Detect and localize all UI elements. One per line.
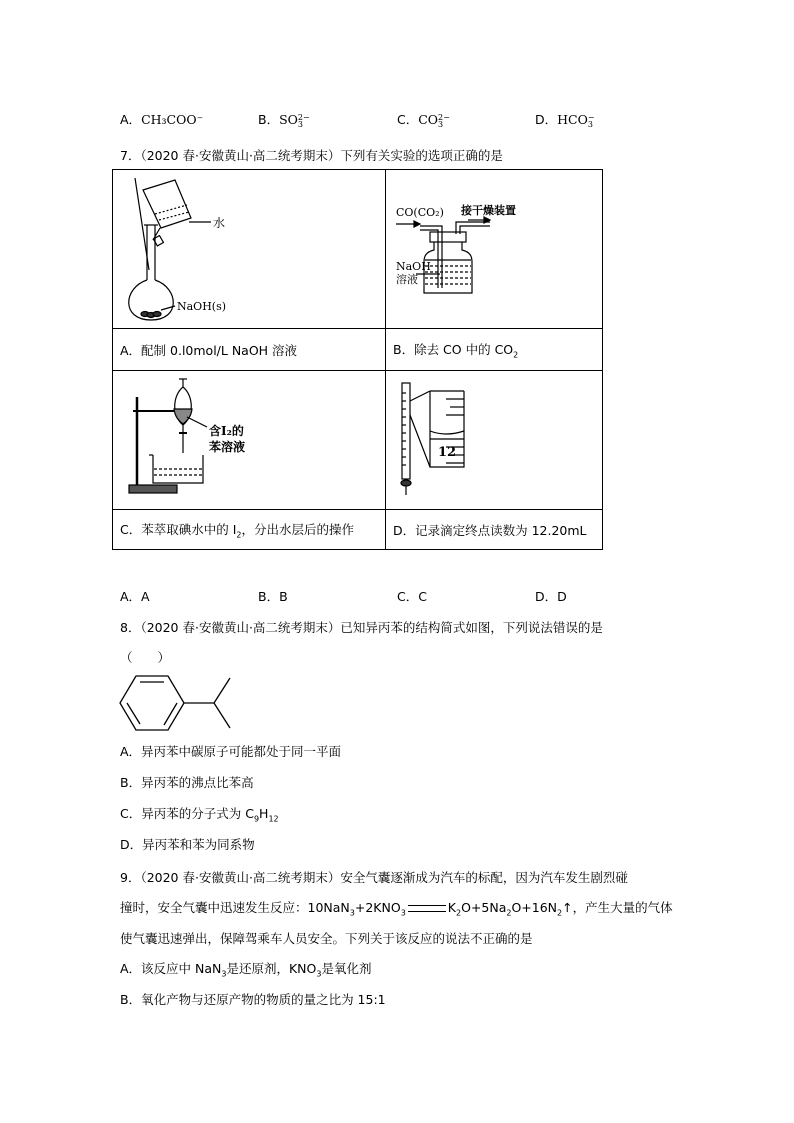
label-water: 水 — [213, 216, 226, 230]
cell-c-figure — [113, 371, 386, 510]
q8-stem: 8．（2020 春·安徽黄山·高二统考期末）已知异丙苯的结构简式如图，下列说法错误的是 — [120, 620, 603, 635]
q9-stem-line2: 撞时，安全气囊中迅速发生反应：$10NaN_3+2KNO_3$ $K_2O+5Na_2O+16N_2↑$，产生大量的气体 — [120, 900, 673, 918]
q7-stem: 7．（2020 春·安徽黄山·高二统考期末）下列有关实验的选项正确的是 — [120, 148, 503, 163]
q8-option-b: B．异丙苯的沸点比苯高 — [120, 775, 254, 790]
label-naoh-sol-1: NaOH — [396, 260, 431, 273]
isopropylbenzene-structure — [118, 672, 248, 734]
q8-option-c: C．异丙苯的分子式为 $C_9H_{12}$ — [120, 806, 279, 824]
cell-c-caption: C．苯萃取碘水中的 $I_2$，分出水层后的操作 — [113, 510, 386, 550]
label-i2-benzene-1: 含I₂的 — [209, 424, 244, 438]
q8-option-a: A．异丙苯中碳原子可能都处于同一平面 — [120, 744, 342, 759]
label-burette-12: 12 — [438, 445, 457, 460]
cell-a-figure — [113, 170, 386, 329]
reaction-arrow — [408, 905, 446, 912]
q6-option-a: A．CH₃COO⁻ — [120, 112, 204, 127]
cell-b-figure — [386, 170, 603, 329]
q6-option-c: C．CO2− 3 — [397, 112, 450, 129]
q7-option-a: A．A — [120, 589, 150, 604]
q8-paren: （ ） — [120, 650, 171, 665]
q7-option-c: C．C — [397, 589, 427, 604]
q7-experiment-table — [112, 169, 603, 550]
label-co-co2: CO(CO₂) — [396, 206, 444, 219]
cell-d-caption: D．记录滴定终点读数为 12.20mL — [386, 510, 603, 550]
q9-option-b: B．氧化产物与还原产物的物质的量之比为 15:1 — [120, 992, 386, 1007]
label-naoh-sol-2: 溶液 — [396, 273, 418, 286]
q9-option-a: A．该反应中 NaN$_3$是还原剂，$KNO_3$是氧化剂 — [120, 961, 372, 979]
separatory-funnel-figure — [113, 371, 385, 506]
q9-stem-line3: 使气囊迅速弹出，保障驾乘车人员安全。下列关于该反应的说法不正确的是 — [120, 931, 533, 946]
gas-washing-bottle-figure — [386, 170, 602, 325]
cell-d-figure — [386, 371, 603, 510]
cell-a-caption: A．配制 0.l0mol/L NaOH 溶液 — [113, 329, 386, 371]
volumetric-flask-figure — [113, 170, 385, 325]
q7-option-b: B．B — [258, 589, 288, 604]
label-to-dryer: 接干燥装置 — [461, 204, 516, 217]
q8-option-d: D．异丙苯和苯为同系物 — [120, 837, 255, 852]
burette-figure — [386, 371, 602, 506]
label-i2-benzene-2: 苯溶液 — [209, 440, 246, 454]
q6-option-b: B．SO2− 3 — [258, 112, 310, 129]
q6-option-d: D．HCO− 3 — [535, 112, 595, 129]
q9-stem-line1: 9．（2020 春·安徽黄山·高二统考期末）安全气囊逐渐成为汽车的标配，因为汽车发生剧烈碰 — [120, 870, 628, 885]
label-naoh-solid: NaOH(s) — [177, 300, 227, 313]
q7-option-d: D．D — [535, 589, 567, 604]
cell-b-caption: B．除去 CO 中的 $CO_2$ — [386, 329, 603, 371]
